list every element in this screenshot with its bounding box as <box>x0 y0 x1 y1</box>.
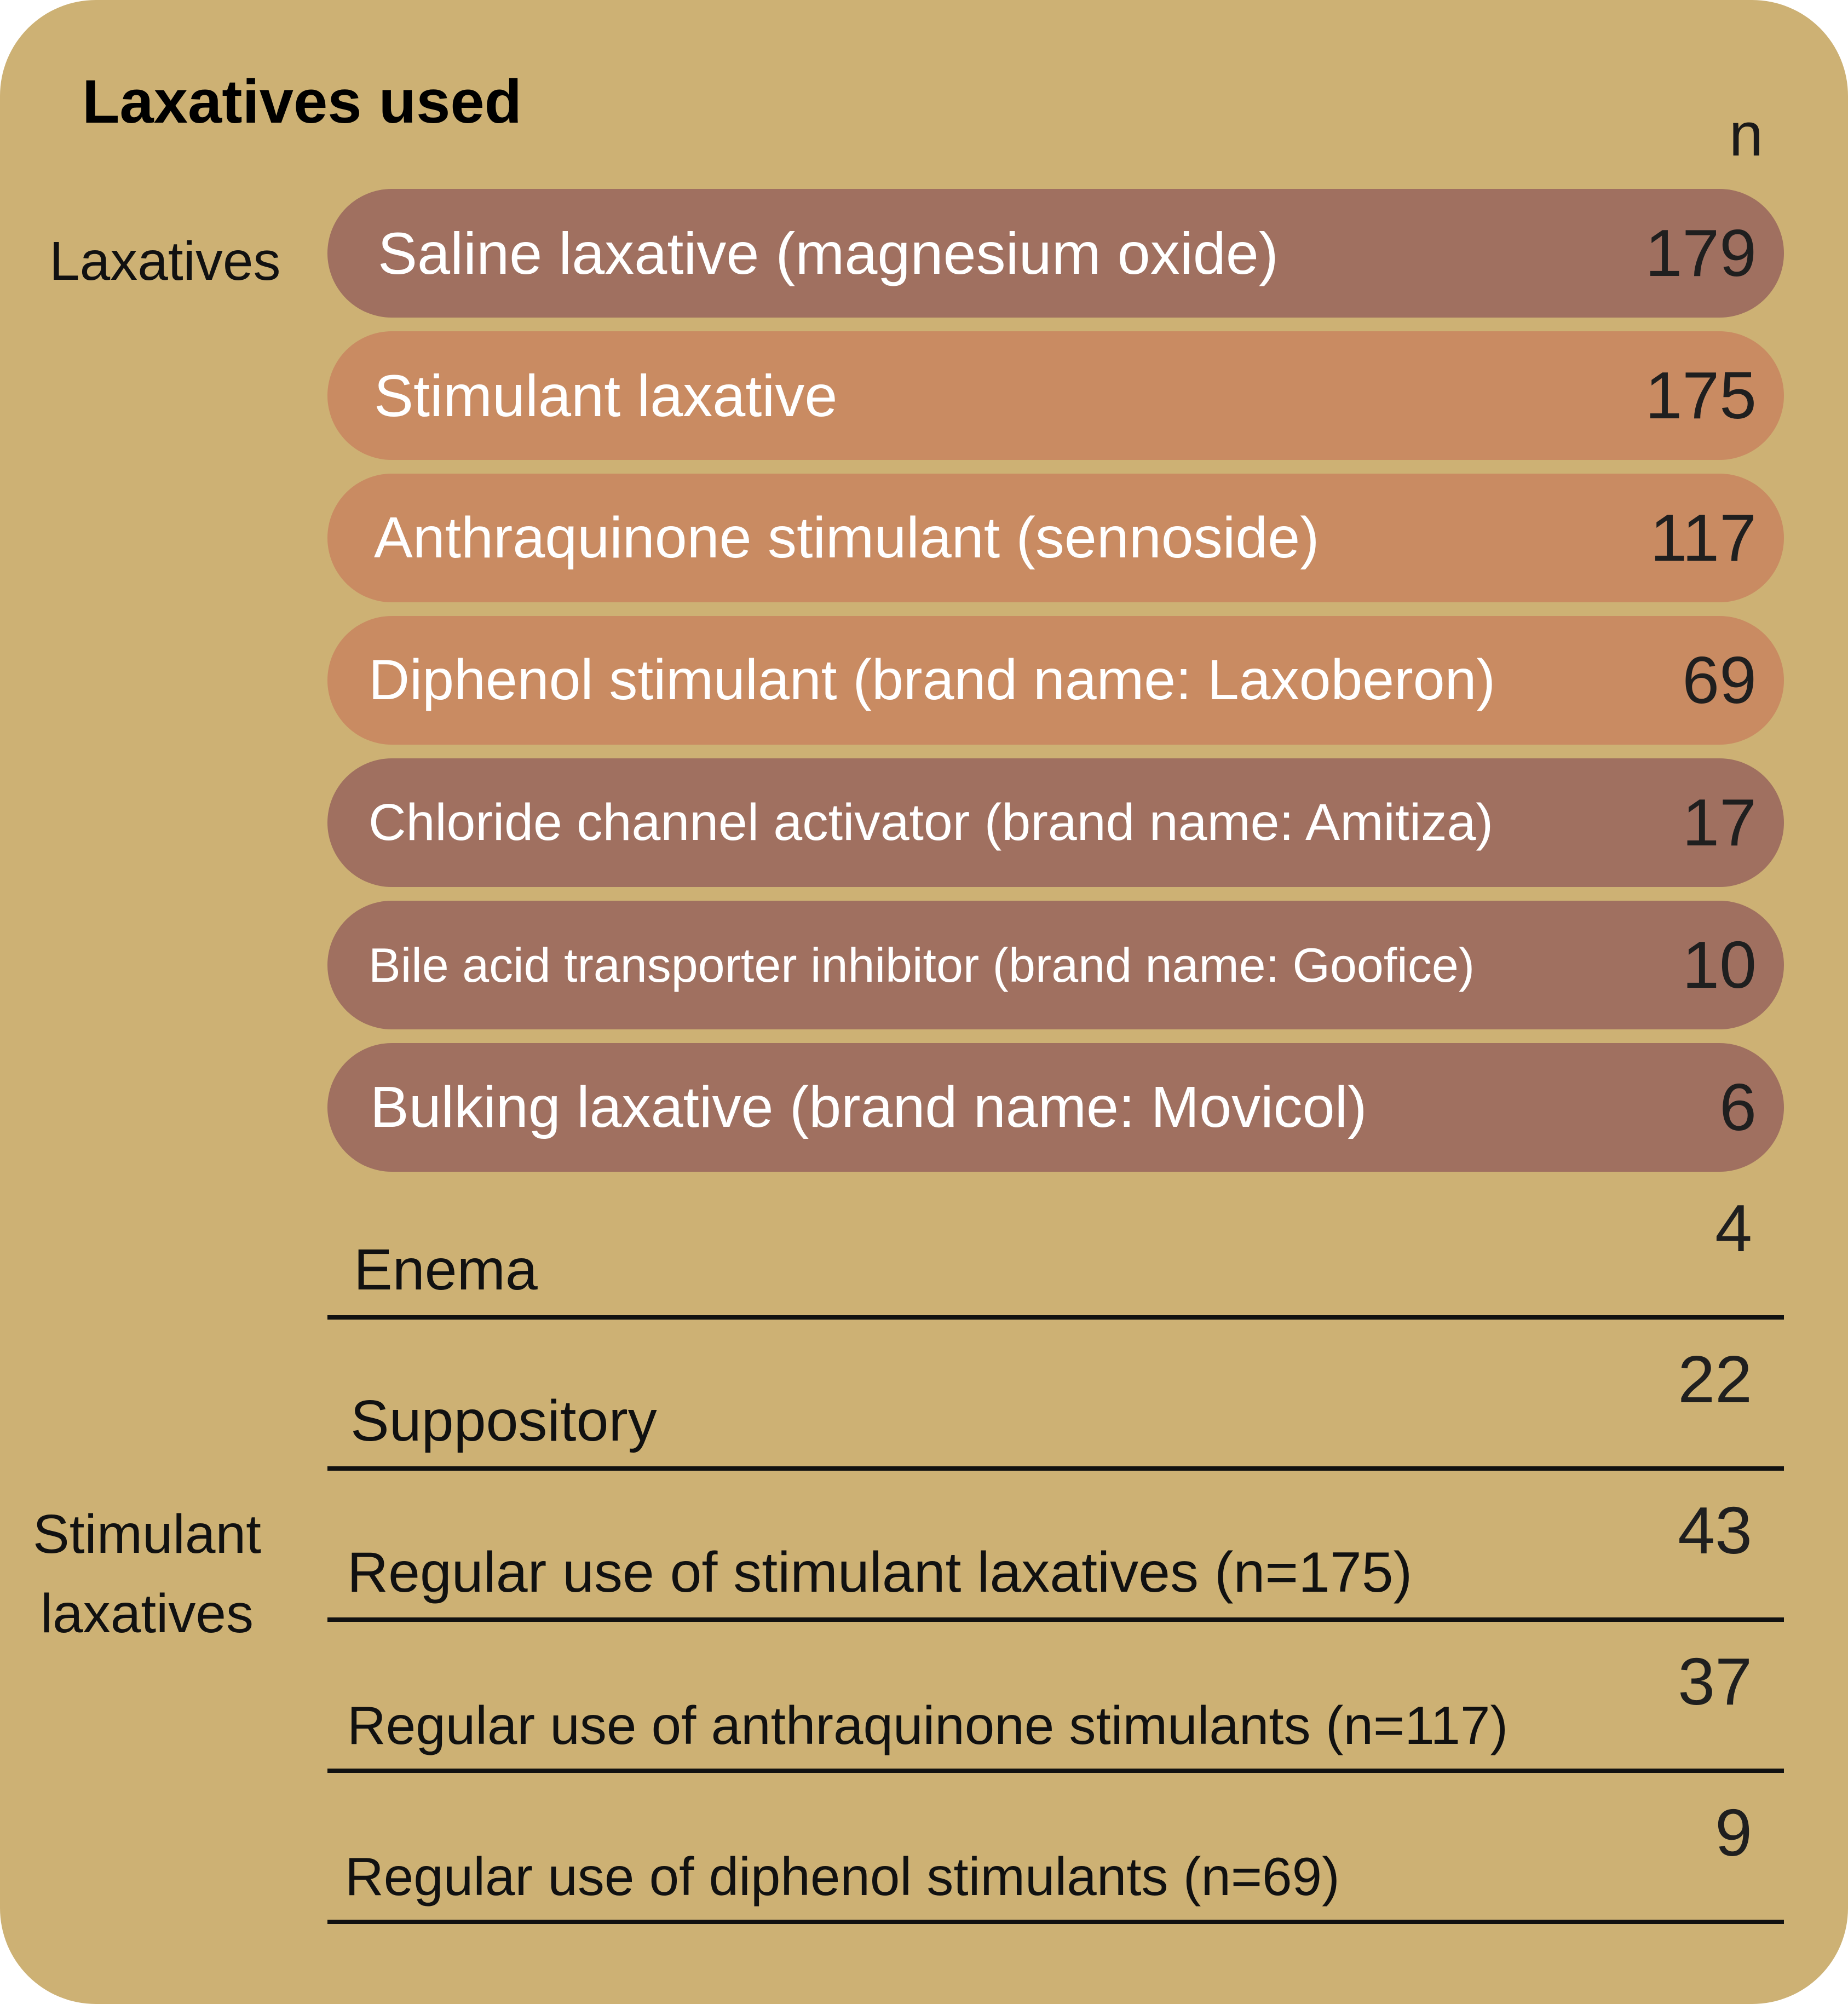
laxative-row-label: Bulking laxative (brand name: Movicol) <box>370 1075 1367 1139</box>
n-column-header: n <box>1729 100 1763 169</box>
laxative-row-count: 6 <box>1719 1070 1757 1144</box>
group-label-laxatives-text: Laxatives <box>49 231 281 292</box>
row-regular-stimulant <box>327 1486 1784 1622</box>
laxative-row-chloride <box>327 758 1784 887</box>
row-label: Suppository <box>350 1389 657 1453</box>
laxative-row-label: Diphenol stimulant (brand name: Laxoberon) <box>369 648 1496 712</box>
laxative-row-label: Bile acid transporter inhibitor (brand name: Goofice) <box>369 938 1475 992</box>
laxative-row-label: Saline laxative (magnesium oxide) <box>378 220 1279 286</box>
laxative-row-label: Stimulant laxative <box>374 362 838 429</box>
row-label: Regular use of diphenol stimulants (n=69) <box>345 1846 1340 1907</box>
row-count: 22 <box>1678 1342 1752 1416</box>
table-title: Laxatives used <box>82 67 522 136</box>
row-count: 9 <box>1715 1795 1752 1870</box>
row-suppository <box>327 1335 1784 1471</box>
group-label-stimulant-line2: laxatives <box>40 1583 254 1644</box>
row-count: 37 <box>1678 1644 1752 1719</box>
group-label-stimulant-line1: Stimulant <box>33 1504 261 1565</box>
row-label: Enema <box>354 1237 538 1302</box>
laxative-row-count: 10 <box>1682 928 1757 1002</box>
laxative-row-bile-acid <box>327 901 1784 1029</box>
laxative-row-count: 69 <box>1682 643 1757 717</box>
group-label-stimulant-laxatives <box>33 1495 261 1654</box>
laxative-row-anthraquinone <box>327 474 1784 602</box>
laxative-row-stimulant <box>327 331 1784 460</box>
row-label: Regular use of stimulant laxatives (n=175) <box>347 1541 1413 1604</box>
laxative-row-count: 179 <box>1645 216 1757 290</box>
laxative-row-label: Anthraquinone stimulant (sennoside) <box>374 505 1320 570</box>
row-count: 43 <box>1678 1493 1752 1568</box>
group-label-laxatives <box>49 222 280 301</box>
row-regular-diphenol <box>327 1788 1784 1924</box>
laxative-row-count: 175 <box>1645 358 1757 433</box>
laxative-row-label: Chloride channel activator (brand name: Amitiza) <box>369 793 1494 851</box>
row-enema <box>327 1184 1784 1320</box>
row-label: Regular use of anthraquinone stimulants (n=117) <box>347 1695 1509 1755</box>
laxative-row-diphenol <box>327 616 1784 745</box>
laxative-row-bulking <box>327 1043 1784 1172</box>
laxative-row-saline <box>327 189 1784 318</box>
row-regular-anthraquinone <box>327 1637 1784 1773</box>
row-count: 4 <box>1715 1191 1752 1265</box>
laxative-row-count: 17 <box>1682 785 1757 860</box>
laxative-row-count: 117 <box>1650 500 1757 575</box>
